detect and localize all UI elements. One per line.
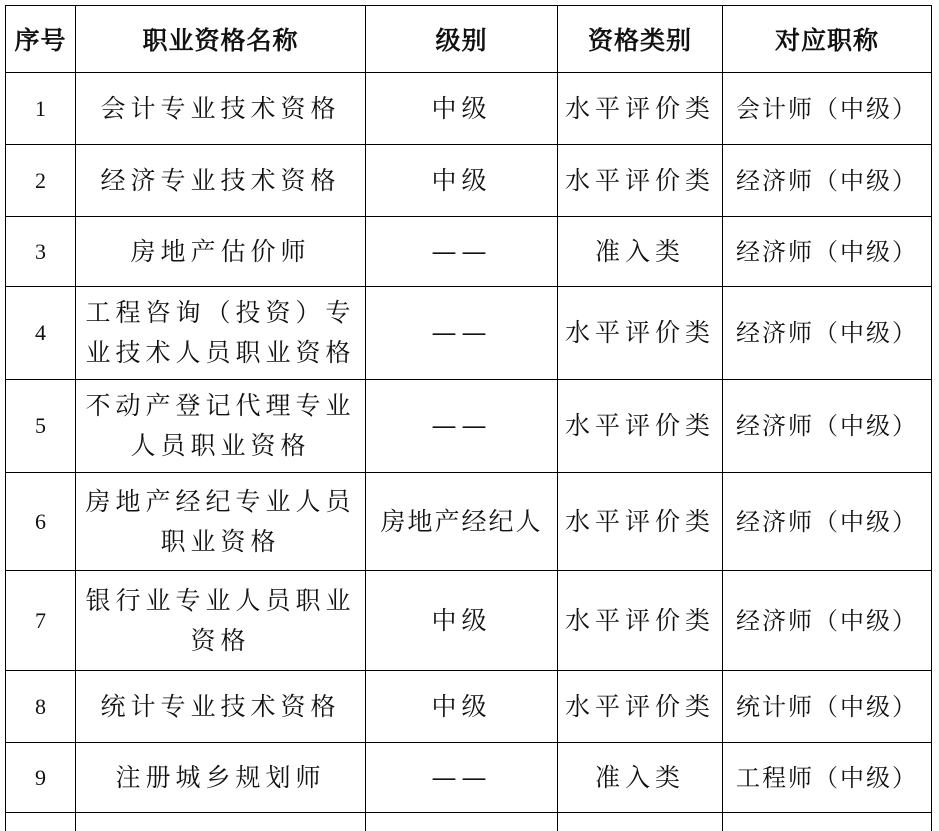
qualification-name: 注册城乡规划师 — [76, 743, 366, 813]
qualification-category: 水平评价类 — [558, 473, 723, 571]
qualification-category: 水平评价类 — [558, 73, 723, 145]
header-title: 对应职称 — [723, 6, 932, 73]
row-number: 8 — [6, 671, 76, 743]
qualification-category: 水平评价类 — [558, 571, 723, 671]
table-row — [6, 73, 932, 145]
qualification-level: 房地产经纪人 — [366, 473, 558, 571]
qualification-name: 房地产经纪专业人员职业资格 — [76, 473, 366, 571]
table-row — [6, 287, 932, 380]
header-level: 级别 — [366, 6, 558, 73]
qualification-level: —— — [366, 743, 558, 813]
qualification-name: 会计专业技术资格 — [76, 73, 366, 145]
table-row — [6, 473, 932, 571]
row-number: 7 — [6, 571, 76, 671]
professional-title: 经济师（中级） — [723, 380, 932, 473]
row-number: 3 — [6, 217, 76, 287]
qualification-category: 水平评价类 — [558, 671, 723, 743]
professional-title: 工程师（中级） — [723, 743, 932, 813]
qualification-name: 银行业专业人员职业资格 — [76, 571, 366, 671]
qualification-level: 中级 — [366, 671, 558, 743]
header-number: 序号 — [6, 6, 76, 73]
qualification-level: 中级 — [366, 73, 558, 145]
qualification-category: 水平评价类 — [558, 145, 723, 217]
qualification-level: —— — [366, 287, 558, 380]
header-category: 资格类别 — [558, 6, 723, 73]
qualification-level: —— — [366, 217, 558, 287]
row-number: 6 — [6, 473, 76, 571]
table-row — [6, 743, 932, 813]
qualification-table — [5, 5, 932, 831]
row-number: 4 — [6, 287, 76, 380]
row-number: 1 — [6, 73, 76, 145]
table-row-partial — [6, 813, 932, 831]
qualification-category: 准入类 — [558, 217, 723, 287]
qualification-level: —— — [366, 380, 558, 473]
qualification-category: 水平评价类 — [558, 380, 723, 473]
qualification-name: 经济专业技术资格 — [76, 145, 366, 217]
qualification-name: 房地产估价师 — [76, 217, 366, 287]
professional-title: 经济师（中级） — [723, 217, 932, 287]
professional-title: 会计师（中级） — [723, 73, 932, 145]
qualification-level: 中级 — [366, 145, 558, 217]
table-row — [6, 671, 932, 743]
qualification-name: 工程咨询（投资）专业技术人员职业资格 — [76, 287, 366, 380]
table-row — [6, 380, 932, 473]
table-row — [6, 571, 932, 671]
professional-title: 经济师（中级） — [723, 571, 932, 671]
row-number: 9 — [6, 743, 76, 813]
row-number: 2 — [6, 145, 76, 217]
professional-title: 经济师（中级） — [723, 287, 932, 380]
qualification-category: 准入类 — [558, 743, 723, 813]
qualification-category: 水平评价类 — [558, 287, 723, 380]
table-header-row — [6, 6, 932, 73]
table-row — [6, 145, 932, 217]
qualification-name: 统计专业技术资格 — [76, 671, 366, 743]
table-row — [6, 217, 932, 287]
row-number: 5 — [6, 380, 76, 473]
professional-title: 经济师（中级） — [723, 473, 932, 571]
professional-title: 统计师（中级） — [723, 671, 932, 743]
header-qualification-name: 职业资格名称 — [76, 6, 366, 73]
qualification-name: 不动产登记代理专业人员职业资格 — [76, 380, 366, 473]
qualification-level: 中级 — [366, 571, 558, 671]
professional-title: 经济师（中级） — [723, 145, 932, 217]
